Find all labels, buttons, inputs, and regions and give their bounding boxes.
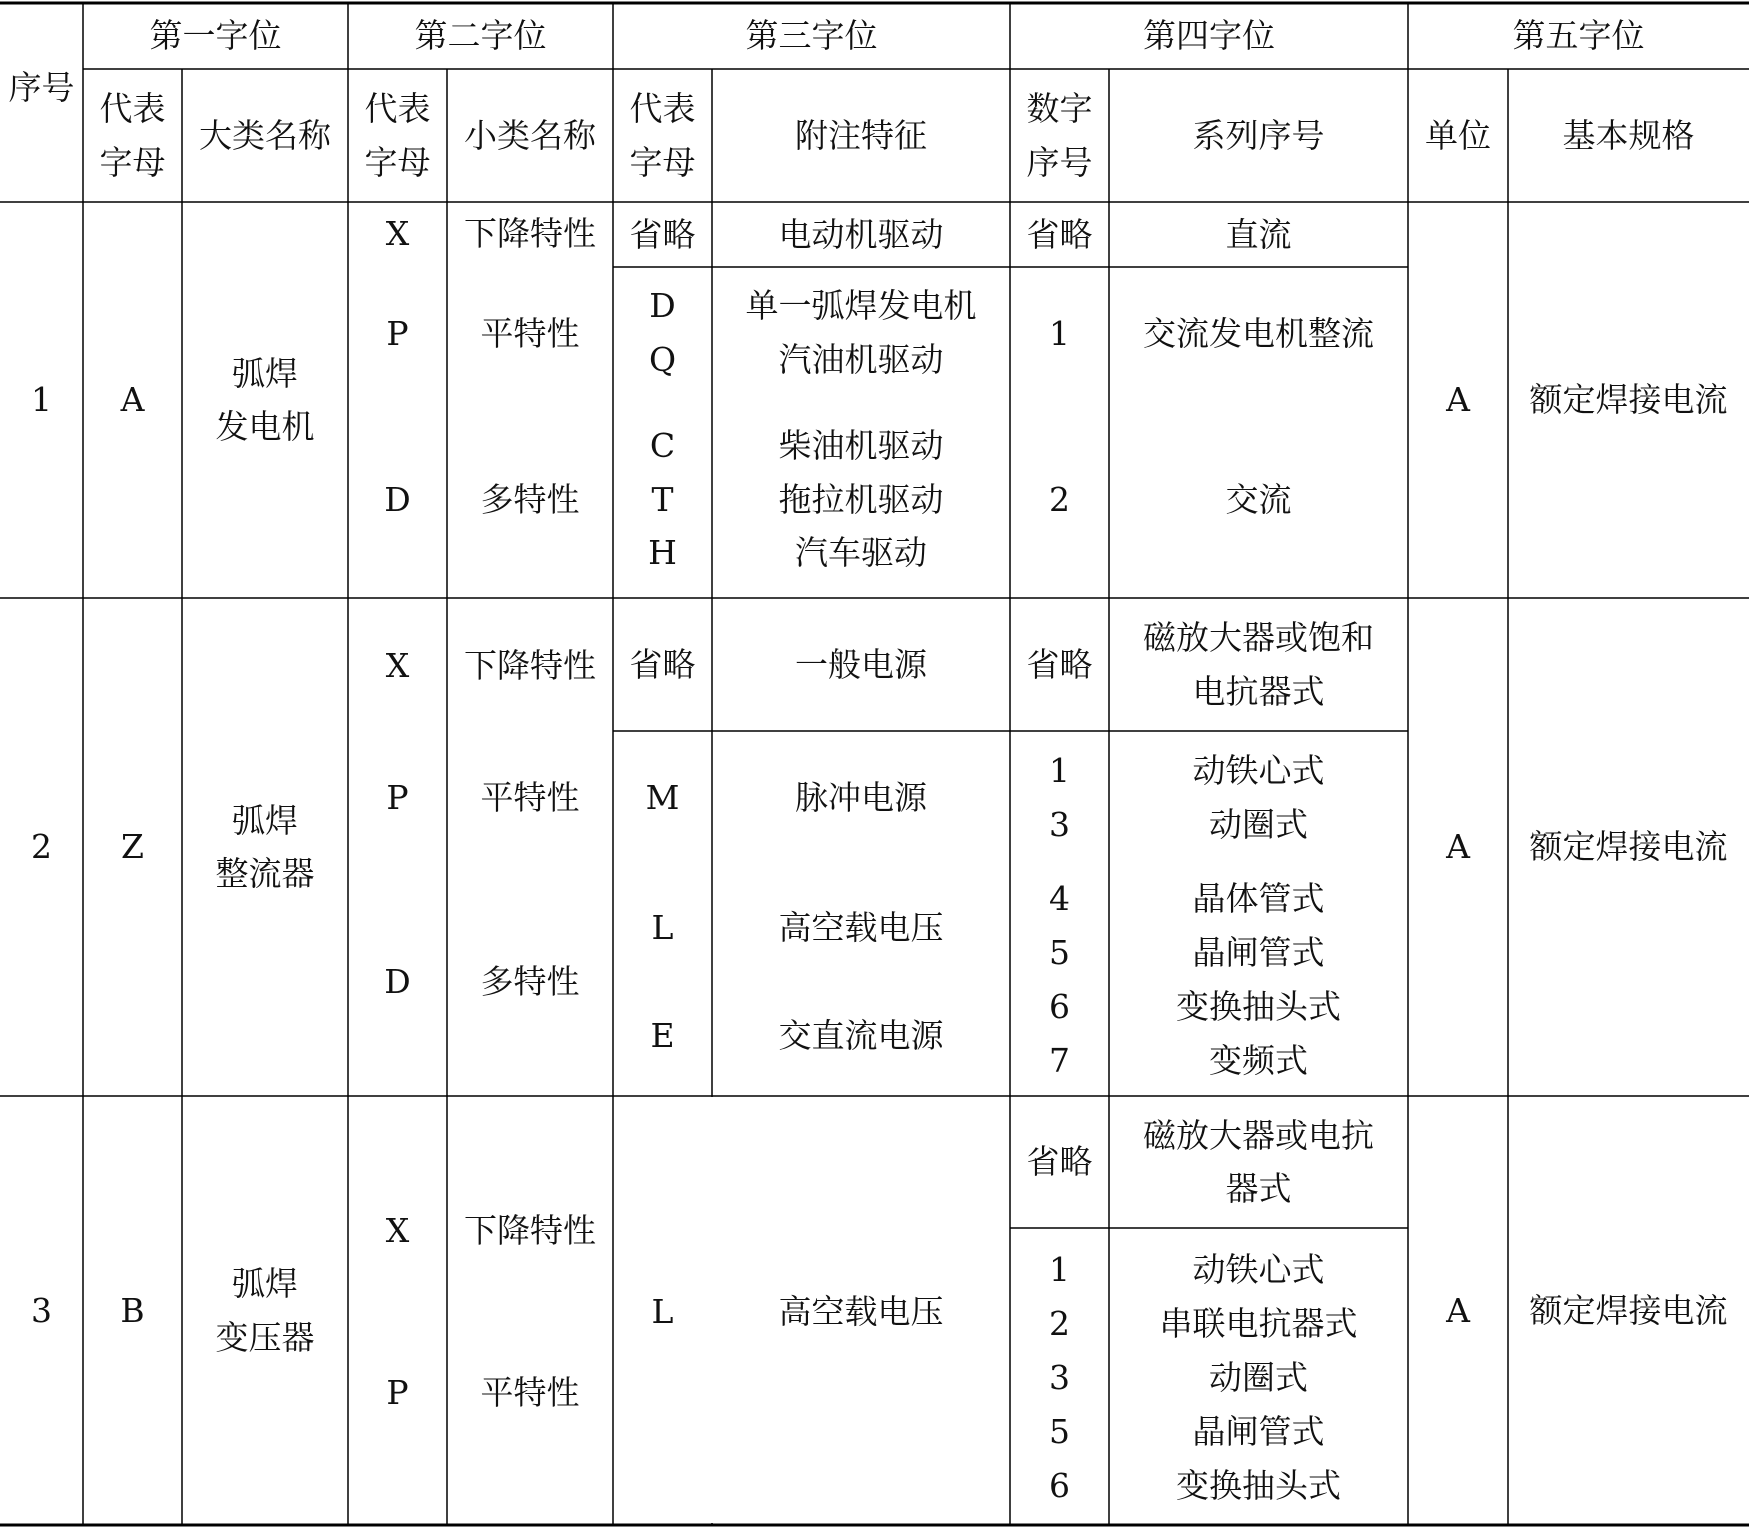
pos3-letter	[613, 202, 712, 267]
pos3-note	[712, 901, 1010, 955]
header-major-name	[182, 69, 348, 202]
header-seq	[0, 3, 83, 172]
pos4-num	[1010, 1459, 1109, 1513]
pos4-series-text: 磁放大器或饱和	[1143, 618, 1374, 657]
pos3-letter	[613, 901, 712, 955]
minor-code-letter-text: X	[385, 646, 410, 686]
pos4-num	[1010, 598, 1109, 731]
pos4-num	[1010, 1034, 1109, 1088]
major-code-letter-text: B	[120, 1290, 145, 1330]
pos3-note	[712, 279, 1010, 333]
pos4-series	[1109, 473, 1408, 527]
header-pos5	[1408, 3, 1749, 69]
minor-code-letter	[348, 207, 447, 261]
pos3-letter	[613, 1285, 712, 1339]
pos4-series	[1109, 1243, 1408, 1297]
pos3-letter-text: H	[648, 533, 677, 573]
pos4-series-text: 磁放大器或电抗	[1143, 1115, 1374, 1155]
pos3-note-text: 汽油机驱动	[778, 340, 944, 380]
minor-code-letter-text: P	[386, 314, 409, 354]
pos4-series	[1109, 1351, 1408, 1405]
pos3-letter-text: 省略	[629, 644, 696, 684]
pos4-series	[1109, 926, 1408, 980]
pos4-num	[1010, 744, 1109, 798]
pos3-note-text: 柴油机驱动	[778, 426, 944, 466]
header-code-letter-text: 字母	[99, 142, 166, 182]
pos4-series	[1109, 307, 1408, 361]
minor-code-letter-text: X	[385, 214, 410, 254]
pos4-num-text: 2	[1049, 480, 1070, 520]
pos3-note	[712, 333, 1010, 387]
header-code-letter-text: 字母	[364, 142, 431, 182]
pos4-series-text: 交流发电机整流	[1143, 314, 1374, 354]
header-code-letter-text: 代表	[364, 89, 431, 128]
pos4-series	[1109, 202, 1408, 267]
pos4-series	[1109, 1459, 1408, 1513]
pos4-num	[1010, 1351, 1109, 1405]
header-pos5-text: 第五字位	[1512, 16, 1645, 56]
pos4-series-text: 动圈式	[1209, 1358, 1308, 1398]
minor-code-letter	[348, 473, 447, 527]
pos3-letter	[613, 473, 712, 527]
basic-spec-text: 额定焊接电流	[1529, 827, 1728, 867]
major-name	[182, 1096, 348, 1525]
pos4-series-text: 动铁心式	[1192, 751, 1325, 791]
pos3-letter-text: L	[651, 1292, 674, 1332]
pos4-num	[1010, 926, 1109, 980]
pos4-num-text: 1	[1049, 751, 1070, 791]
header-pos2-text: 第二字位	[414, 16, 547, 56]
pos3-note	[712, 1009, 1010, 1063]
pos3-letter-text: Q	[648, 340, 677, 380]
minor-name-text: 多特性	[480, 480, 580, 520]
header-code-letter	[348, 69, 447, 202]
minor-code-letter	[348, 307, 447, 361]
minor-name	[447, 955, 613, 1009]
pos4-num	[1010, 980, 1109, 1034]
pos4-series-text: 器式	[1225, 1169, 1292, 1208]
header-note-feature-text: 附注特征	[795, 115, 927, 155]
pos3-note	[712, 598, 1010, 731]
pos3-note	[712, 419, 1010, 473]
pos4-num	[1010, 798, 1109, 852]
pos3-note-text: 脉冲电源	[795, 778, 927, 818]
minor-code-letter-text: D	[384, 962, 411, 1002]
pos3-note-text: 一般电源	[795, 644, 927, 684]
major-code-letter	[83, 202, 182, 598]
header-pos4-text: 第四字位	[1143, 16, 1275, 56]
unit	[1408, 598, 1508, 1096]
pos4-num-text: 7	[1049, 1041, 1070, 1081]
major-name-text: 发电机	[215, 407, 315, 446]
pos4-series-text: 动圈式	[1209, 805, 1308, 845]
minor-code-letter	[348, 1204, 447, 1258]
pos4-series-text: 变频式	[1209, 1041, 1308, 1081]
pos4-num-text: 省略	[1026, 644, 1093, 684]
major-code-letter	[83, 598, 182, 1096]
minor-name	[447, 1204, 613, 1258]
pos4-series	[1109, 598, 1408, 731]
pos4-series	[1109, 872, 1408, 926]
major-name	[182, 202, 348, 598]
minor-name-text: 下降特性	[464, 646, 596, 686]
pos4-series-text: 变换抽头式	[1176, 987, 1341, 1027]
minor-name-text: 平特性	[480, 1373, 580, 1413]
pos4-num	[1010, 473, 1109, 527]
pos4-series-text: 动铁心式	[1192, 1250, 1325, 1290]
pos4-series	[1109, 1405, 1408, 1459]
pos3-letter	[613, 771, 712, 825]
pos4-num-text: 省略	[1026, 1142, 1093, 1182]
major-name-text: 弧焊	[232, 1264, 298, 1303]
header-num-index	[1010, 69, 1109, 202]
pos4-series-text: 直流	[1225, 214, 1292, 254]
minor-name-text: 平特性	[480, 778, 580, 818]
minor-code-letter-text: X	[385, 1211, 410, 1251]
pos4-num	[1010, 1405, 1109, 1459]
pos3-letter	[613, 1009, 712, 1063]
minor-name	[447, 1366, 613, 1420]
header-pos1	[83, 3, 348, 69]
row-seq	[0, 598, 83, 1096]
pos4-series-text: 交流	[1225, 480, 1292, 520]
pos3-letter	[613, 419, 712, 473]
pos3-note	[712, 473, 1010, 527]
minor-name	[447, 473, 613, 527]
header-pos3-text: 第三字位	[745, 16, 878, 56]
pos3-letter-text: M	[645, 778, 680, 818]
pos4-num	[1010, 1297, 1109, 1351]
pos4-series	[1109, 1034, 1408, 1088]
pos4-series	[1109, 980, 1408, 1034]
pos4-num-text: 4	[1049, 879, 1070, 919]
minor-code-letter	[348, 771, 447, 825]
header-num-index-text: 序号	[1026, 142, 1093, 182]
pos4-num	[1010, 872, 1109, 926]
header-pos2	[348, 3, 613, 69]
pos4-series-text: 电抗器式	[1192, 671, 1325, 711]
header-minor-name	[447, 69, 613, 202]
minor-name-text: 多特性	[480, 962, 580, 1002]
header-basic-spec	[1508, 69, 1749, 202]
header-code-letter	[613, 69, 712, 202]
pos3-letter-text: T	[651, 480, 674, 520]
pos3-note-text: 高空载电压	[778, 1292, 944, 1332]
basic-spec-text: 额定焊接电流	[1529, 1290, 1728, 1330]
pos3-letter-text: D	[649, 286, 676, 326]
pos3-letter	[613, 526, 712, 580]
pos4-num	[1010, 202, 1109, 267]
header-pos3	[613, 3, 1010, 69]
major-code-letter-text: A	[120, 380, 145, 420]
minor-name	[447, 771, 613, 825]
header-major-name-text: 大类名称	[199, 115, 331, 155]
minor-name	[447, 639, 613, 693]
minor-name	[447, 207, 613, 261]
header-code-letter-text: 代表	[99, 89, 166, 128]
row-seq	[0, 1096, 83, 1525]
pos4-num	[1010, 1243, 1109, 1297]
pos4-num-text: 5	[1049, 933, 1070, 973]
pos4-num	[1010, 1096, 1109, 1228]
pos4-num	[1010, 307, 1109, 361]
minor-name-text: 平特性	[480, 314, 580, 354]
row-seq-text: 1	[31, 380, 52, 420]
pos4-series-text: 晶体管式	[1192, 879, 1325, 919]
pos4-series	[1109, 744, 1408, 798]
header-code-letter	[83, 69, 182, 202]
pos3-letter-text: E	[650, 1016, 675, 1056]
pos3-letter	[613, 598, 712, 731]
pos3-note	[712, 202, 1010, 267]
pos4-series-text: 晶闸管式	[1192, 1412, 1325, 1452]
pos4-num-text: 5	[1049, 1412, 1070, 1452]
major-code-letter	[83, 1096, 182, 1525]
basic-spec	[1508, 202, 1749, 598]
header-pos4	[1010, 3, 1408, 69]
unit	[1408, 202, 1508, 598]
pos4-series-text: 变换抽头式	[1176, 1466, 1341, 1506]
pos4-num-text: 3	[1049, 1358, 1070, 1398]
pos3-note	[712, 1285, 1010, 1339]
major-name-text: 整流器	[215, 854, 315, 893]
major-name-text: 弧焊	[232, 800, 298, 840]
unit-text: A	[1446, 827, 1470, 867]
row-seq-text: 3	[31, 1290, 52, 1330]
pos3-note-text: 单一弧焊发电机	[745, 286, 977, 326]
unit-text: A	[1446, 1290, 1470, 1330]
minor-code-letter	[348, 955, 447, 1009]
minor-code-letter-text: P	[386, 1373, 409, 1413]
pos3-note	[712, 526, 1010, 580]
header-minor-name-text: 小类名称	[464, 115, 596, 155]
pos3-letter-text: C	[649, 426, 676, 466]
row-seq	[0, 202, 83, 598]
minor-name-text: 下降特性	[464, 214, 596, 254]
header-series-index-text: 系列序号	[1192, 115, 1325, 155]
header-basic-spec-text: 基本规格	[1562, 115, 1695, 155]
pos4-num-text: 1	[1049, 1250, 1070, 1290]
minor-name-text: 下降特性	[464, 1211, 596, 1251]
major-code-letter-text: Z	[121, 827, 144, 867]
minor-code-letter-text: D	[384, 480, 411, 520]
major-name-text: 变压器	[215, 1317, 315, 1357]
pos4-num-text: 6	[1049, 1466, 1070, 1506]
header-unit	[1408, 69, 1508, 202]
header-code-letter-text: 字母	[629, 142, 696, 182]
pos4-series	[1109, 798, 1408, 852]
minor-name	[447, 307, 613, 361]
pos4-series	[1109, 1096, 1408, 1228]
basic-spec-text: 额定焊接电流	[1529, 380, 1728, 420]
pos4-num-text: 2	[1049, 1304, 1070, 1344]
pos3-note-text: 拖拉机驱动	[778, 480, 944, 520]
pos4-num-text: 6	[1049, 987, 1070, 1027]
pos4-num-text: 1	[1049, 314, 1070, 354]
header-pos1-text: 第一字位	[149, 16, 282, 56]
pos3-note-text: 高空载电压	[778, 908, 944, 948]
pos4-num-text: 3	[1049, 805, 1070, 845]
basic-spec	[1508, 598, 1749, 1096]
header-code-letter-text: 代表	[629, 89, 696, 128]
pos4-series	[1109, 1297, 1408, 1351]
pos4-series-text: 串联电抗器式	[1159, 1304, 1358, 1344]
pos3-note-text: 汽车驱动	[795, 533, 927, 573]
pos3-letter-text: 省略	[629, 214, 696, 254]
pos3-letter	[613, 279, 712, 333]
pos4-num-text: 省略	[1026, 214, 1093, 254]
major-name	[182, 598, 348, 1096]
pos3-letter	[613, 333, 712, 387]
minor-code-letter	[348, 1366, 447, 1420]
pos4-series-text: 晶闸管式	[1192, 933, 1325, 973]
pos3-letter-text: L	[651, 908, 674, 948]
header-series-index	[1109, 69, 1408, 202]
minor-code-letter	[348, 639, 447, 693]
pos3-note-text: 交直流电源	[778, 1016, 944, 1056]
pos3-note-text: 电动机驱动	[778, 214, 944, 254]
pos3-note	[712, 771, 1010, 825]
major-name-text: 弧焊	[232, 353, 298, 393]
minor-code-letter-text: P	[386, 778, 409, 818]
row-seq-text: 2	[31, 827, 52, 867]
basic-spec	[1508, 1096, 1749, 1525]
header-num-index-text: 数字	[1026, 89, 1093, 128]
header-note-feature	[712, 69, 1010, 202]
unit-text: A	[1446, 380, 1470, 420]
header-unit-text: 单位	[1425, 115, 1491, 155]
header-seq-text: 序号	[8, 67, 75, 107]
unit	[1408, 1096, 1508, 1525]
